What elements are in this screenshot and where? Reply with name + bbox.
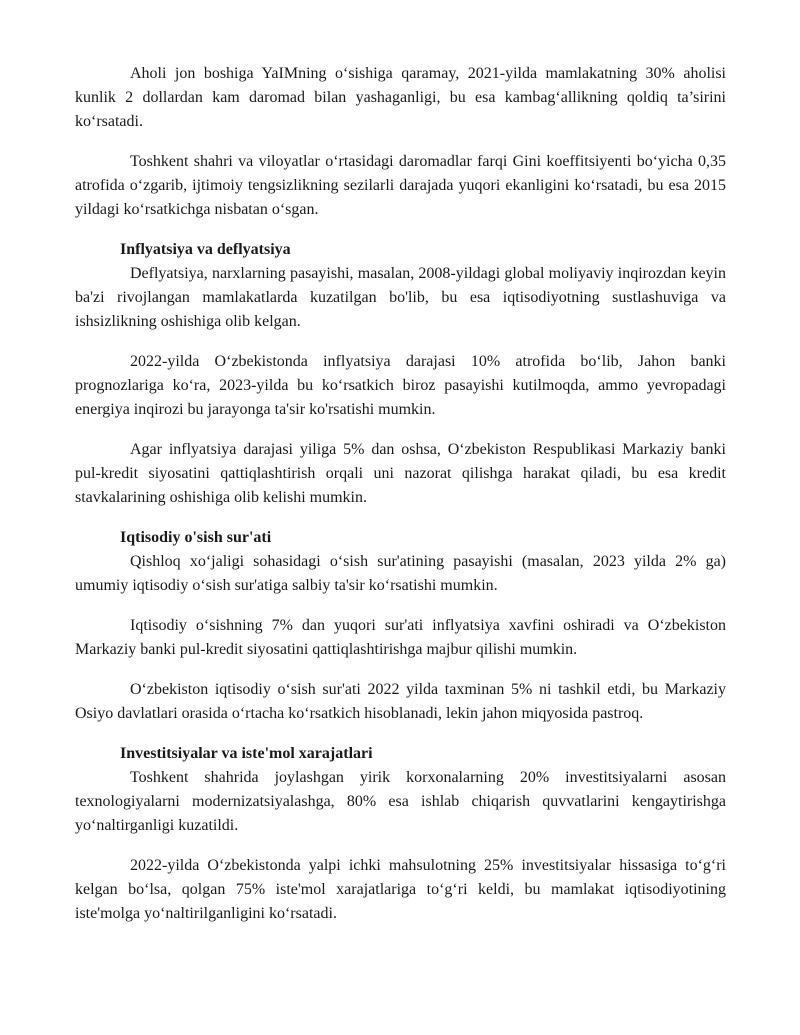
heading-growth: Iqtisodiy o'sish sur'ati <box>120 529 272 546</box>
heading-inflation: Inflyatsiya va deflyatsiya <box>120 241 291 258</box>
paragraph-inflation-2022: 2022-yilda O‘zbekistonda inflyatsiya darajasi 10% atrofida bo‘lib, Jahon banki prognozlariga ko‘ra, 2023-yilda bu ko‘rsatkich biroz pasayishi kutilmoqda, ammo yevropadagi energiya inqirozi bu jarayonga ta'sir ko'rsatishi mumkin. <box>75 353 726 418</box>
document-page <box>75 62 726 942</box>
paragraph-tashkent-investment: Toshkent shahrida joylashgan yirik korxonalarning 20% investitsiyalarni asosan texnologiyalarni modernizatsiyalashga, 80% esa ishlab chiqarish quvvatlarini kengaytirishga yo‘naltirganligi kuzatildi. <box>75 769 726 834</box>
paragraph-gdp-structure: 2022-yilda O‘zbekistonda yalpi ichki mahsulotning 25% investitsiyalar hissasiga to‘g‘ri kelgan bo‘lsa, qolgan 75% iste'mol xarajatlariga to‘g‘ri keldi, bu mamlakat iqtisodiyotining iste'molga yo‘naltirilganligini ko‘rsatadi. <box>75 857 726 922</box>
heading-investment: Investitsiyalar va iste'mol xarajatlari <box>120 745 373 762</box>
paragraph-growth-2022: O‘zbekiston iqtisodiy o‘sish sur'ati 2022 yilda taxminan 5% ni tashkil etdi, bu Markaziy Osiyo davlatlari orasida o‘rtacha ko‘rsatkich hisoblanadi, lekin jahon miqyosida pastroq. <box>75 681 726 722</box>
paragraph-deflation: Deflyatsiya, narxlarning pasayishi, masalan, 2008-yildagi global moliyaviy inqirozdan keyin ba'zi rivojlangan mamlakatlarda kuzatilgan bo'lib, bu esa iqtisodiyotning sustlashuviga va ishsizlikning oshishiga olib kelgan. <box>75 265 726 330</box>
paragraph-agriculture: Qishloq xo‘jaligi sohasidagi o‘sish sur'atining pasayishi (masalan, 2023 yilda 2% ga) umumiy iqtisodiy o‘sish sur'atiga salbiy ta'sir ko‘rsatishi mumkin. <box>75 553 726 594</box>
paragraph-central-bank: Agar inflyatsiya darajasi yiliga 5% dan oshsa, O‘zbekiston Respublikasi Markaziy banki pul-kredit siyosatini qattiqlashtirish orqali uni nazorat qilishga harakat qiladi, bu esa kredit stavkalarining oshishiga olib kelishi mumkin. <box>75 441 726 506</box>
paragraph-poverty: Aholi jon boshiga YaIMning o‘sishiga qaramay, 2021-yilda mamlakatning 30% aholisi kunlik 2 dollardan kam daromad bilan yashaganligi, bu esa kambag‘allikning qoldiq ta’sirini ko‘rsatadi. <box>75 65 726 130</box>
paragraph-inequality: Toshkent shahri va viloyatlar o‘rtasidagi daromadlar farqi Gini koeffitsiyenti bo‘yicha 0,35 atrofida o‘zgarib, ijtimoiy tengsizlikning sezilarli darajada yuqori ekanligini ko‘rsatadi, bu esa 2015 yildagi ko‘rsatkichga nisbatan o‘sgan. <box>75 153 726 218</box>
paragraph-growth-risk: Iqtisodiy o‘sishning 7% dan yuqori sur'ati inflyatsiya xavfini oshiradi va O‘zbekiston Markaziy banki pul-kredit siyosatini qattiqlashtirishga majbur qilishi mumkin. <box>75 617 726 658</box>
